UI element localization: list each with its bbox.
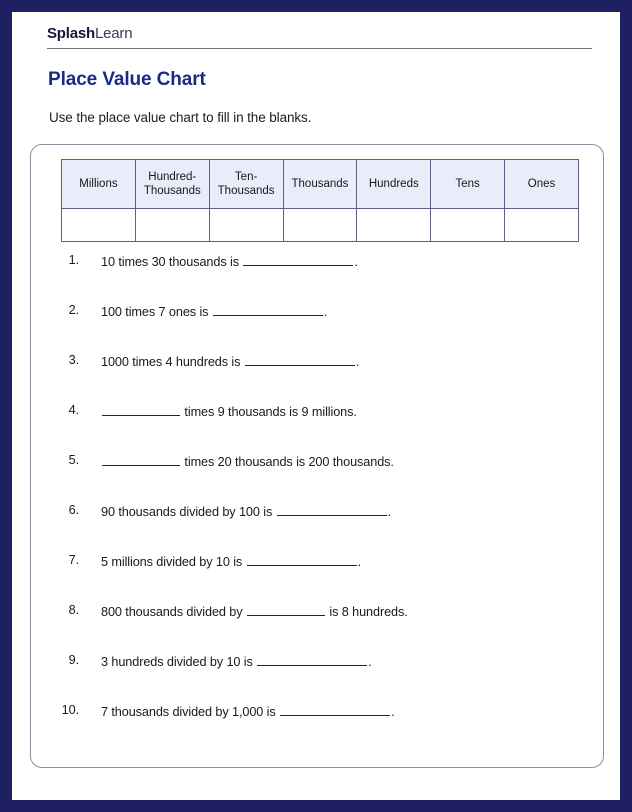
column-header-tens <box>431 160 505 209</box>
answer-cell-millions[interactable] <box>62 209 136 242</box>
question-text-before-blank: 7 thousands divided by 1,000 is <box>101 705 280 720</box>
question-text <box>101 353 359 369</box>
question-text-after-blank: . <box>387 505 392 520</box>
header-line-1: Hundred- <box>148 170 197 183</box>
question-text-after-blank: times 9 thousands is 9 millions. <box>181 405 357 420</box>
answer-cell-thousands[interactable] <box>283 209 357 242</box>
answer-blank[interactable] <box>213 303 323 316</box>
answer-blank[interactable] <box>245 353 355 366</box>
answer-cell-ten-thousands[interactable] <box>209 209 283 242</box>
question-item <box>31 303 603 353</box>
question-text-before-blank: 1000 times 4 hundreds is <box>101 355 244 370</box>
question-text <box>101 653 372 669</box>
question-number: 6. <box>68 503 79 517</box>
header-divider <box>47 48 592 49</box>
answer-cell-ones[interactable] <box>505 209 579 242</box>
question-text-after-blank: is 8 hundreds. <box>325 605 408 620</box>
question-text-before-blank: 100 times 7 ones is <box>101 305 212 320</box>
column-header-thousands <box>283 160 357 209</box>
question-item <box>31 253 603 303</box>
page-title: Place Value Chart <box>48 69 206 90</box>
answer-cell-hundreds[interactable] <box>357 209 431 242</box>
question-text-before-blank: 3 hundreds divided by 10 is <box>101 655 257 670</box>
question-item <box>31 453 603 503</box>
question-text <box>101 503 391 519</box>
table-row <box>62 209 579 242</box>
header-line-1: Hundreds <box>368 177 419 190</box>
place-value-table <box>61 159 579 242</box>
place-value-chart <box>61 159 579 242</box>
question-text <box>101 453 394 469</box>
question-text-before-blank: 90 thousands divided by 100 is <box>101 505 276 520</box>
question-text <box>101 703 395 719</box>
logo-text-splash: Splash <box>47 25 95 42</box>
answer-blank[interactable] <box>247 603 325 616</box>
question-number: 7. <box>68 553 79 567</box>
instruction-text: Use the place value chart to fill in the blanks. <box>49 110 312 125</box>
question-item <box>31 553 603 603</box>
column-header-hundred-thousands <box>135 160 209 209</box>
question-item <box>31 653 603 703</box>
logo-text-learn: Learn <box>94 25 133 42</box>
question-text <box>101 303 327 319</box>
answer-cell-tens[interactable] <box>431 209 505 242</box>
header-line-1: Millions <box>79 177 118 190</box>
question-item <box>31 403 603 453</box>
question-number: 2. <box>68 303 79 317</box>
header-line-1: Ones <box>527 177 556 190</box>
question-text-after-blank: . <box>357 555 362 570</box>
question-text-after-blank: . <box>391 705 395 720</box>
column-header-ones <box>505 160 579 209</box>
question-text <box>101 603 408 619</box>
column-header-ten-thousands <box>209 160 283 209</box>
question-text <box>101 253 358 269</box>
question-item <box>31 503 603 553</box>
answer-cell-hundred-thousands[interactable] <box>135 209 209 242</box>
header-line-2: Thousands <box>217 185 275 197</box>
header-line-1: Tens <box>455 177 480 190</box>
answer-blank[interactable] <box>280 703 390 716</box>
question-item <box>31 353 603 403</box>
splashlearn-logo <box>47 25 132 42</box>
column-header-hundreds <box>357 160 431 209</box>
worksheet-sheet <box>12 12 620 800</box>
question-text-before-blank: 5 millions divided by 10 is <box>101 555 246 570</box>
answer-blank[interactable] <box>277 503 387 516</box>
question-text-after-blank: . <box>368 655 372 670</box>
question-text-after-blank: . <box>354 255 358 270</box>
question-text-before-blank: 800 thousands divided by <box>101 605 246 620</box>
header-line-1: Thousands <box>291 177 349 190</box>
question-number: 1. <box>68 253 79 267</box>
question-number: 10. <box>61 703 79 717</box>
question-text-before-blank: 10 times 30 thousands is <box>101 255 243 270</box>
answer-blank[interactable] <box>257 653 367 666</box>
question-item <box>31 603 603 653</box>
question-text <box>101 403 357 419</box>
question-number: 8. <box>68 603 79 617</box>
answer-blank[interactable] <box>243 253 353 266</box>
question-text <box>101 553 361 569</box>
question-number: 9. <box>68 653 79 667</box>
question-text-after-blank: . <box>323 305 328 320</box>
answer-blank[interactable] <box>102 403 180 416</box>
question-item <box>31 703 603 753</box>
header-line-2: Thousands <box>143 185 201 197</box>
header-line-1: Ten- <box>234 170 258 183</box>
answer-blank[interactable] <box>247 553 357 566</box>
question-list <box>31 253 603 753</box>
question-number: 3. <box>68 353 79 367</box>
question-text-after-blank: . <box>355 355 360 370</box>
question-text-after-blank: times 20 thousands is 200 thousands. <box>181 455 394 470</box>
table-header-row <box>62 160 579 209</box>
worksheet-content-card <box>30 144 604 768</box>
column-header-millions <box>62 160 136 209</box>
question-number: 5. <box>68 453 79 467</box>
question-number: 4. <box>68 403 79 417</box>
answer-blank[interactable] <box>102 453 180 466</box>
